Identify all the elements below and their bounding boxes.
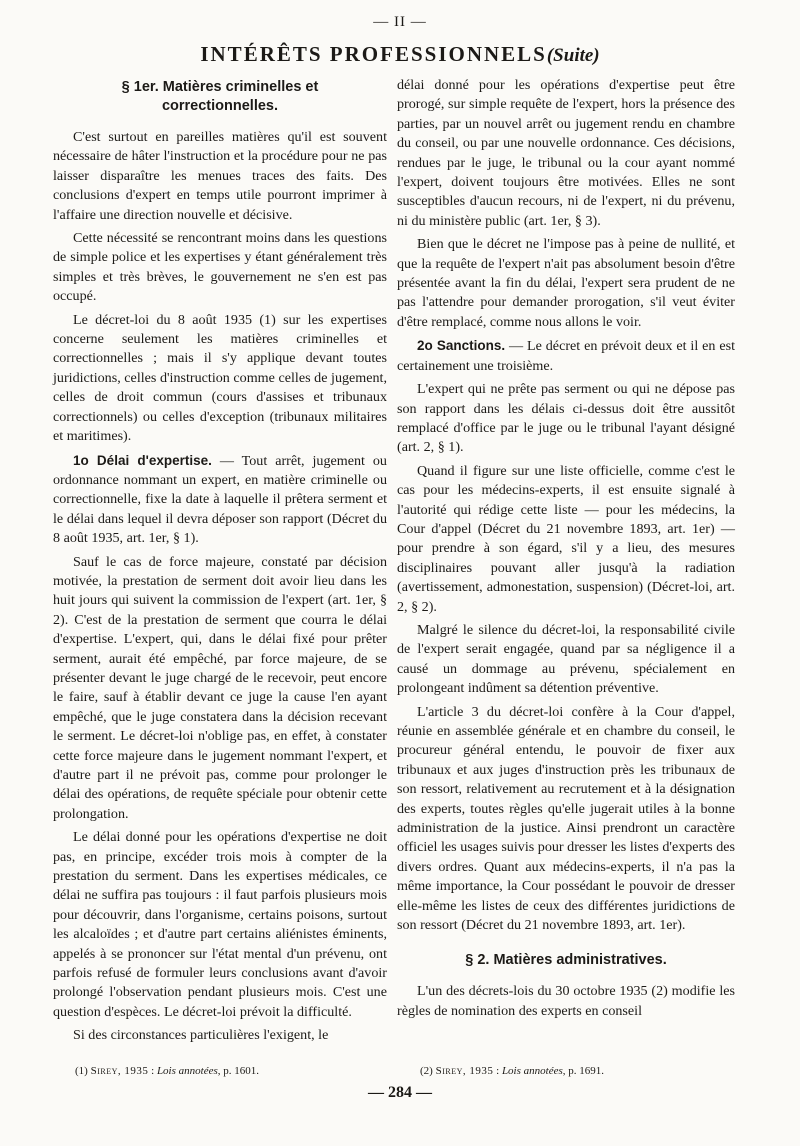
footnote-title: Lois annotées (501, 1065, 563, 1077)
footnote-separator: : (148, 1065, 157, 1077)
section-title (0, 42, 800, 67)
paragraph-sanctions (397, 336, 735, 376)
paragraph: L'expert qui ne prête pas serment ou qui ne dépose pas son rapport dans les délais ci-dessus doit être aussitôt remplacé d'office par le juge ou le tribunal l'ayant désigné (art. 2, § 1). (397, 381, 735, 456)
running-head: — II — (373, 14, 427, 30)
paragraph: Sauf le cas de force majeure, constaté par décision motivée, la prestation de serment doit avoir lieu dans les huit jours qui suivent la commission de l'expert (art. 1er, § 2). C'est de la prestation de serment que courra le délai d'expertise. L'expert, qui, dans le délai fixé pour prêter serment, aurait été empêché, par force majeure, de se présenter devant le juge chargé de le recevoir, peut encore le faire, sauf à établir devant ce juge la cause l'en ayant empêché, que le juge constatera dans la décision recevant le serment. Le décret-loi n'oblige pas, en effet, à constater cette force majeure dans le jugement nommant l'expert, et d'autre part il ne prévoit pas, comme pour prolonger le délai des opérations, de requête spéciale pour obtenir cette prolongation. (53, 553, 387, 822)
right-column (397, 76, 735, 1025)
paragraph: Bien que le décret ne l'impose pas à peine de nullité, et que la requête de l'expert n'ait pas absolument besoin d'être présentée avant la fin du délai, l'expert sera prudent de ne pas l'attendre pour demander prorogation, s'il veut éviter d'être remplacé, comme nous allons le voir. (397, 236, 735, 330)
footnote-title: Lois annotées (156, 1065, 218, 1077)
paragraph: Le délai donné pour les opérations d'expertise ne doit pas, en principe, excéder trois mois à compter de la prestation du serment. Dans les expertises médicales, ce délai ne suffira pas toujours : il faut parfois plusieurs mois pour découvrir, dans l'organisme, certains poisons, surtout les alcaloïdes ; et d'autre part certains aliénistes éminents, appelés à se prononcer sur l'état mental d'un prévenu, ont parfois refusé de formuler leurs conclusions avant d'avoir prolongé l'observation pendant plusieurs mois. C'est une question d'espèces. Le décret-loi prévoit la difficulté. (53, 829, 387, 1020)
paragraph-continued: délai donné pour les opérations d'expertise peut être prorogé, sur simple requête de l'expert, hors la présence des parties, par un nouvel arrêt ou jugement rendu en chambre du conseil, ou par une nouvelle ordonnance. Ces décisions, rendues par le juge, le tribunal ou la cour ayant nommé l'expert, doivent toujours être motivées. Elles ne sont susceptibles d'aucun recours, ni de l'expert, ni du prévenu, ni du ministère public (art. 1er, § 3). (397, 77, 735, 229)
paragraph: Le décret-loi du 8 août 1935 (1) sur les expertises concerne seulement les matières criminelles et correctionnelles ; mais il s'y applique devant toutes juridictions, celles d'instruction comme celles de jugement, celles de droit commun (cours d'assises et tribunaux correctionnels) ou celles d'exception (tribunaux militaires et maritimes). (53, 311, 387, 445)
left-column (53, 76, 387, 1050)
runin-heading-sanctions: 2o Sanctions. (417, 338, 506, 354)
subsection-heading-administrative: § 2. Matières administratives. (465, 952, 667, 969)
paragraph: C'est surtout en pareilles matières qu'il est souvent nécessaire de hâter l'instruction et la procédure pour ne pas laisser disparaître les menues traces des faits. Des conclusions d'expert en temps utile pourront imprimer à l'affaire une direction nouvelle et décisive. (53, 129, 387, 223)
footnote-1 (75, 1064, 259, 1078)
footnote-source: Sirey, 1935 (435, 1065, 494, 1077)
section-title-suite: (Suite) (546, 45, 600, 66)
paragraph-text: — Tout arrêt, jugement ou ordonnance nommant un expert, en matière criminelle ou correctionnelle, fixe la date à laquelle il prêtera serment et le délai dans lequel il devra déposer son rapport (Décret du 8 août 1935, art. 1er, § 1). (53, 452, 387, 547)
page-number: — 284 — (368, 1084, 432, 1101)
footnote-2 (420, 1064, 604, 1078)
paragraph-delai (53, 451, 387, 549)
footnote-separator: : (493, 1065, 502, 1077)
footnote-number: (2) (420, 1065, 436, 1077)
paragraph: Si des circonstances particulières l'exigent, le (73, 1027, 329, 1044)
paragraph: Quand il figure sur une liste officielle, comme c'est le cas pour les médecins-experts, il est ensuite signalé à l'autorité qui rédige cette liste — pour les médecins, la Cour d'appel (Décret du 21 novembre 1893, art. 1er) — pour prendre à son égard, s'il y a lieu, des mesures disciplinaires pouvant aller jusqu'à la radiation (avertissement, admonestation, suspension) (Décret-loi, art. 2, § 2). (397, 462, 735, 615)
footnote-page: , p. 1601. (217, 1065, 259, 1077)
subsection-heading-criminal: § 1er. Matières criminelles et correctionnelles. (121, 79, 319, 114)
footnote-source: Sirey, 1935 (90, 1065, 149, 1077)
paragraph: L'article 3 du décret-loi confère à la Cour d'appel, réunie en assemblée générale et en chambre du conseil, le procureur général entendu, le pouvoir de fixer aux tribunaux et aux juges d'instruction près les tribunaux de son ressort, relativement au recrutement et à la désignation des experts, toutes règles qu'elle jugerait utiles à la bonne administration de la justice. Ainsi prendront un caractère officiel les usages suivis pour dresser les listes d'experts des divers ordres. Quant aux médecins-experts, il n'a pas la même importance, la Cour possédant le pouvoir de dresser elle-même les listes de ceux des différentes juridictions de son ressort (Décret du 21 novembre 1893, art. 1er). (397, 703, 735, 934)
paragraph: L'un des décrets-lois du 30 octobre 1935 (2) modifie les règles de nomination des experts en conseil (397, 983, 735, 1019)
paragraph: Cette nécessité se rencontrant moins dans les questions de simple police et les expertises y étant généralement très simples et très brèves, le gouvernement ne s'en est pas occupé. (53, 230, 387, 305)
footnote-number: (1) (75, 1065, 91, 1077)
runin-heading-delai: 1o Délai d'expertise. (73, 452, 212, 468)
paragraph-text: — Le décret en prévoit deux et il en est certainement une troisième. (397, 338, 735, 374)
section-title-main: INTÉRÊTS PROFESSIONNELS (200, 42, 547, 66)
paragraph: Malgré le silence du décret-loi, la responsabilité civile de l'expert serait engagée, quand par sa négligence il a causé un dommage au prévenu, spécialement en prolongeant indûment sa détention préventive. (397, 621, 735, 697)
footnote-page: , p. 1691. (562, 1065, 604, 1077)
